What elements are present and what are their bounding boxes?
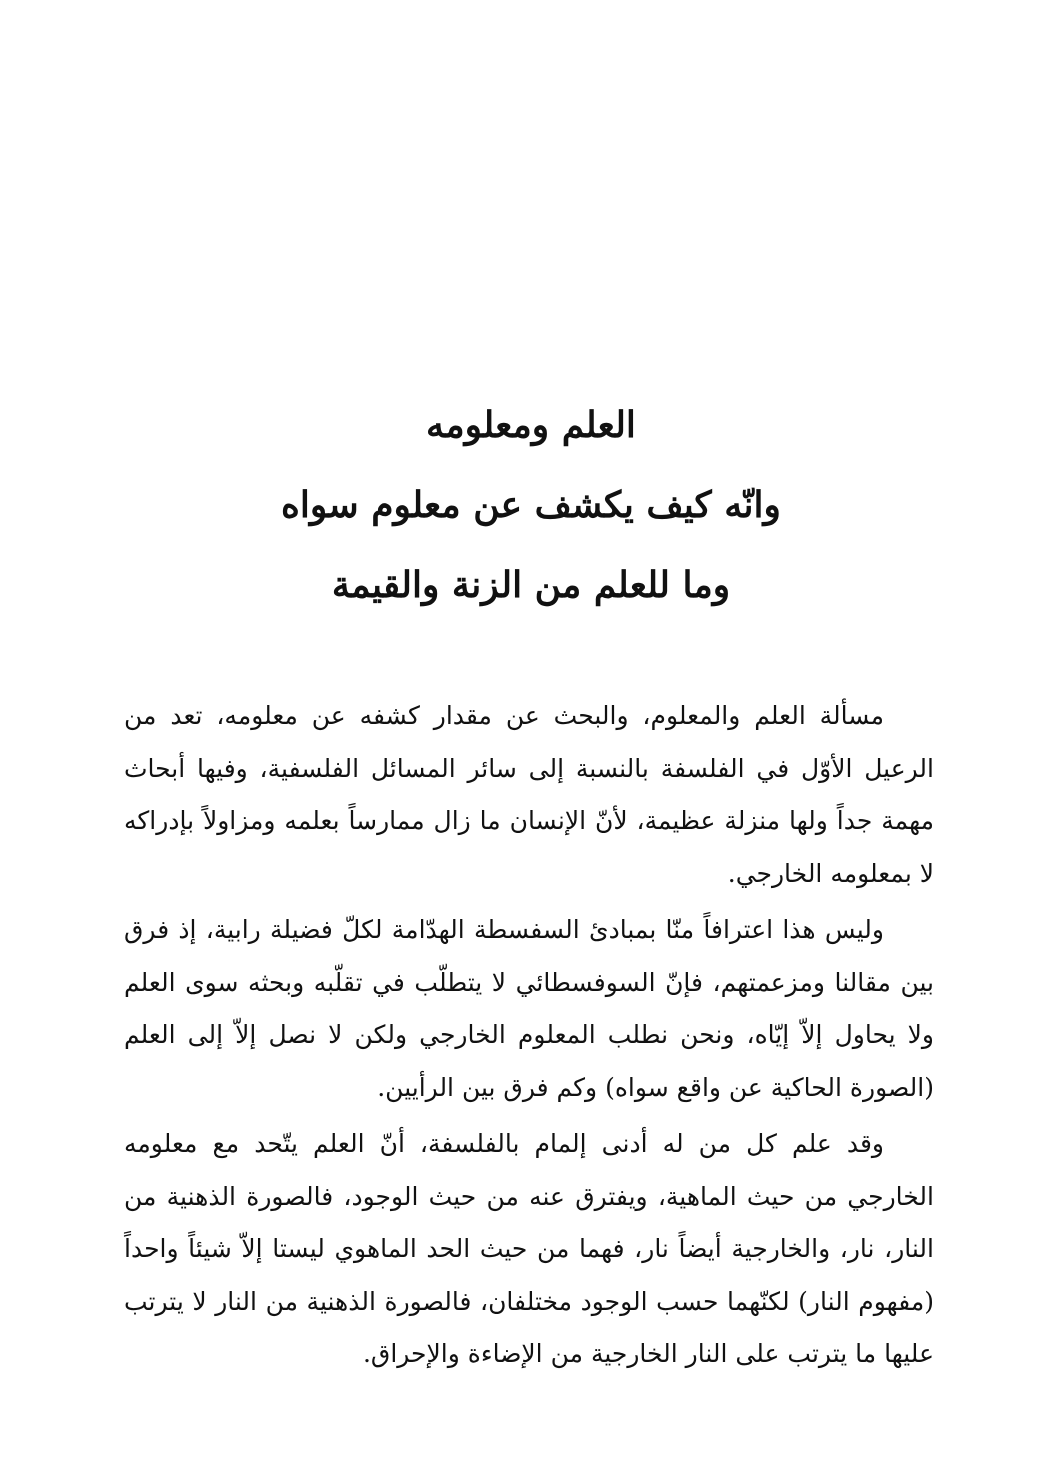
body-text [124, 690, 934, 1385]
paragraph-2: وليس هذا اعترافاً منّا بمبادئ السفسطة الهدّامة لكلّ فضيلة رابية، إذ فرق بين مقالنا ومزعمتهم، فإنّ السوفسطائي لا يتطلّب في تقلّبه وبحثه سوى العلم ولا يحاول إلاّ إيّاه، ونحن نطلب المعلوم الخارجي ولكن لا نصل إلاّ إلى العلم (الصورة الحاكية عن واقع سواه) وكم فرق بين الرأيين. [124, 915, 934, 1102]
chapter-title-line-3: وما للعلم من الزنة والقيمة [331, 564, 731, 606]
chapter-title-line-1: العلم ومعلومه [426, 404, 636, 446]
paragraph-3: وقد علم كل من له أدنى إلمام بالفلسفة، أنّ العلم يتّحد مع معلومه الخارجي من حيث الماهية، ويفترق عنه من حيث الوجود، فالصورة الذهنية من النار، نار، والخارجية أيضاً نار، فهما من حيث الحد الماهوي ليستا إلاّ شيئاً واحداً (مفهوم النار) لكنّهما حسب الوجود مختلفان، فالصورة الذهنية من النار لا يترتب عليها ما يترتب على النار الخارجية من الإضاءة والإحراق. [124, 1129, 934, 1368]
chapter-title-line-2: وانّه كيف يكشف عن معلوم سواه [281, 484, 781, 526]
paragraph-1: مسألة العلم والمعلوم، والبحث عن مقدار كشفه عن معلومه، تعد من الرعيل الأوّل في الفلسفة بالنسبة إلى سائر المسائل الفلسفية، وفيها أبحاث مهمة جداً ولها منزلة عظيمة، لأنّ الإنسان ما زال ممارساً بعلمه ومزاولاً بإدراكه لا بمعلومه الخارجي. [124, 701, 934, 888]
chapter-title [0, 385, 1062, 625]
